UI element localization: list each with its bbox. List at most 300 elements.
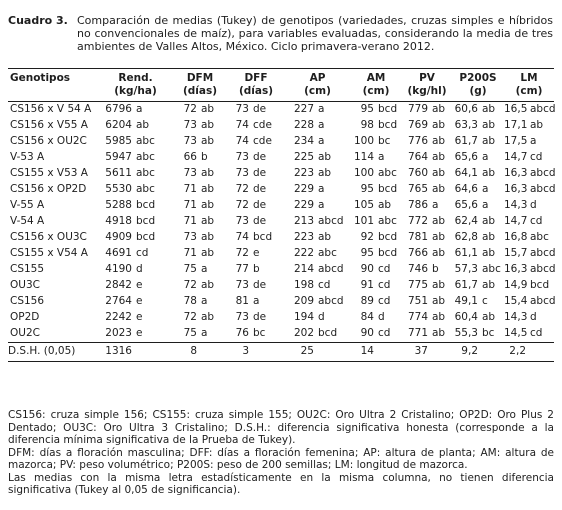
cell-value: 5288	[105, 199, 132, 211]
cell-letters: a	[136, 103, 143, 115]
cell-letters: ab	[378, 199, 392, 211]
table-row	[8, 294, 554, 310]
cell-letters: bc	[378, 135, 391, 147]
cell-letters: abcd	[318, 295, 344, 307]
cell-rend	[98, 294, 173, 310]
cell-letters: bcd	[378, 183, 398, 195]
column-header	[227, 69, 285, 102]
cell-value: 57,3	[454, 263, 478, 275]
cell-am	[350, 246, 402, 262]
cell-p200s	[452, 278, 504, 294]
cell-value: 14,3	[504, 311, 528, 323]
footnote-significance: Las medias con la misma letra estadísticamente en la misma columna, no tienen diferencia significativa (Tukey al 0,05 de significancia).	[8, 471, 554, 496]
cell-letters: a	[318, 119, 325, 131]
cell-am	[350, 102, 402, 119]
cell-value: 5611	[105, 167, 132, 179]
cell-value: 81	[235, 295, 249, 307]
cell-value: 16,5	[504, 103, 528, 115]
cell-value: 100	[353, 135, 374, 147]
column-header	[402, 69, 452, 102]
cell-dff	[227, 118, 285, 134]
dsh-label: D.S.H. (0,05)	[8, 345, 76, 357]
cell-dfm	[173, 102, 227, 119]
cell-letters: cd	[136, 247, 149, 259]
column-header-name: AP	[309, 72, 326, 84]
cell-value: 16,3	[504, 167, 528, 179]
cell-value: 100	[353, 167, 374, 179]
cell-dff	[227, 326, 285, 343]
column-header-name: Genotipos	[10, 72, 71, 84]
cell-letters: abc	[318, 247, 337, 259]
cell-genotipo: CS156 x OP2D	[10, 183, 87, 195]
cell-letters: ab	[136, 119, 150, 131]
cell-letters: ab	[318, 167, 332, 179]
cell-value: 194	[293, 311, 314, 323]
cell-lm	[504, 262, 554, 278]
cell-dff	[227, 166, 285, 182]
cell-value: 5985	[105, 135, 132, 147]
cell-letters: a	[318, 103, 325, 115]
cell-dfm	[173, 182, 227, 198]
cell-letters: de	[253, 279, 267, 291]
cell-letters: abc	[482, 263, 501, 275]
cell-value: 16,3	[504, 183, 528, 195]
cell-value: 72	[235, 247, 249, 259]
cell-letters: abcd	[530, 183, 556, 195]
comparison-table	[8, 68, 554, 362]
cell-value: 77	[235, 263, 249, 275]
cell-value: 15,7	[504, 247, 528, 259]
cell-letters: ab	[201, 215, 215, 227]
cell-dff	[227, 230, 285, 246]
cell-value: 775	[407, 279, 428, 291]
cell-value: 95	[360, 103, 374, 115]
cell-dff	[227, 214, 285, 230]
caption-number: Cuadro 3.	[8, 14, 68, 27]
cell-dfm	[173, 134, 227, 150]
cell-am	[350, 278, 402, 294]
table-row	[8, 326, 554, 343]
cell-rend	[98, 310, 173, 326]
cell-value: 73	[183, 119, 197, 131]
cell-letters: a	[201, 263, 208, 275]
cell-p200s	[452, 310, 504, 326]
cell-am	[350, 198, 402, 214]
column-header-unit: (días)	[238, 85, 274, 97]
table-row	[8, 150, 554, 166]
cell-dff	[227, 198, 285, 214]
cell-dfm	[173, 198, 227, 214]
cell-letters: ab	[318, 151, 332, 163]
cell-am	[350, 182, 402, 198]
cell-value: 61,7	[454, 279, 478, 291]
cell-pv	[402, 150, 452, 166]
cell-value: 14,7	[504, 151, 528, 163]
cell-letters: a	[378, 151, 385, 163]
cell-letters: ab	[432, 327, 446, 339]
cell-value: 209	[293, 295, 314, 307]
column-header	[98, 69, 173, 102]
cell-letters: b	[253, 263, 260, 275]
cell-value: 779	[407, 103, 428, 115]
cell-letters: ab	[432, 311, 446, 323]
cell-p200s	[452, 150, 504, 166]
cell-letters: bcd	[378, 247, 398, 259]
cell-value: 71	[183, 199, 197, 211]
cell-lm	[504, 278, 554, 294]
column-header	[173, 69, 227, 102]
cell-letters: ab	[432, 167, 446, 179]
cell-letters: e	[253, 247, 260, 259]
cell-letters: cd	[378, 279, 391, 291]
column-header	[452, 69, 504, 102]
cell-value: 72	[183, 311, 197, 323]
cell-value: 49,1	[454, 295, 478, 307]
cell-p200s	[452, 326, 504, 343]
dsh-value: 8	[190, 345, 197, 357]
cell-letters: a	[318, 183, 325, 195]
cell-letters: e	[136, 327, 143, 339]
cell-value: 78	[183, 295, 197, 307]
cell-ap	[285, 102, 350, 119]
cell-letters: abc	[136, 167, 155, 179]
cell-value: 92	[360, 231, 374, 243]
cell-value: 62,8	[454, 231, 478, 243]
cell-genotipo: CS156 x V 54 A	[10, 103, 92, 115]
table-row	[8, 182, 554, 198]
cell-letters: d	[318, 311, 325, 323]
cell-value: 98	[360, 119, 374, 131]
table-row	[8, 230, 554, 246]
cell-value: 786	[407, 199, 428, 211]
cell-value: 14,5	[504, 327, 528, 339]
cell-ap	[285, 150, 350, 166]
cell-letters: d	[530, 199, 537, 211]
dsh-lm	[504, 343, 554, 362]
cell-value: 73	[235, 167, 249, 179]
cell-am	[350, 150, 402, 166]
cell-value: 5947	[105, 151, 132, 163]
cell-letters: ab	[201, 103, 215, 115]
cell-value: 73	[235, 103, 249, 115]
dsh-am	[350, 343, 402, 362]
cell-value: 66	[183, 151, 197, 163]
cell-am	[350, 134, 402, 150]
column-header	[350, 69, 402, 102]
cell-letters: ab	[432, 215, 446, 227]
cell-ap	[285, 118, 350, 134]
cell-dfm	[173, 262, 227, 278]
cell-letters: bc	[253, 327, 266, 339]
cell-genotipo: OU2C	[10, 327, 40, 339]
cell-am	[350, 294, 402, 310]
cell-dfm	[173, 326, 227, 343]
cell-letters: bcd	[378, 231, 398, 243]
cell-value: 776	[407, 135, 428, 147]
table-row	[8, 134, 554, 150]
cell-value: 14,7	[504, 215, 528, 227]
cell-letters: abc	[378, 167, 397, 179]
cell-letters: d	[136, 263, 143, 275]
cell-ap	[285, 230, 350, 246]
table-row	[8, 278, 554, 294]
cell-letters: b	[201, 151, 208, 163]
cell-lm	[504, 134, 554, 150]
cell-rend	[98, 150, 173, 166]
cell-letters: e	[136, 295, 143, 307]
cell-letters: a	[253, 295, 260, 307]
cell-rend	[98, 134, 173, 150]
cell-genotipo: CS155 x V54 A	[10, 247, 88, 259]
cell-value: 222	[293, 247, 314, 259]
cell-lm	[504, 294, 554, 310]
cell-value: 73	[183, 167, 197, 179]
cell-letters: a	[201, 295, 208, 307]
cell-lm	[504, 198, 554, 214]
column-header-unit: (kg/hl)	[407, 85, 447, 97]
cell-genotipo: CS156 x OU3C	[10, 231, 87, 243]
cell-value: 95	[360, 247, 374, 259]
column-header-name: DFM	[186, 72, 214, 84]
cell-value: 6204	[105, 119, 132, 131]
cell-letters: d	[530, 311, 537, 323]
cell-letters: ab	[432, 247, 446, 259]
column-header-unit: (cm)	[304, 85, 331, 97]
cell-lm	[504, 150, 554, 166]
cell-ap	[285, 326, 350, 343]
cell-letters: abc	[136, 135, 155, 147]
cell-dfm	[173, 166, 227, 182]
cell-value: 202	[293, 327, 314, 339]
cell-value: 95	[360, 183, 374, 195]
cell-am	[350, 214, 402, 230]
cell-letters: a	[432, 199, 439, 211]
column-header-name: LM	[520, 72, 538, 84]
cell-ap	[285, 198, 350, 214]
cell-letters: ab	[201, 135, 215, 147]
dsh-rend	[98, 343, 173, 362]
cell-value: 72	[183, 103, 197, 115]
table-row	[8, 246, 554, 262]
column-header-name: DFF	[244, 72, 268, 84]
cell-letters: ab	[201, 119, 215, 131]
cell-lm	[504, 310, 554, 326]
cell-letters: cd	[378, 327, 391, 339]
cell-value: 225	[293, 151, 314, 163]
cell-value: 5530	[105, 183, 132, 195]
table-row	[8, 166, 554, 182]
cell-rend	[98, 166, 173, 182]
cell-value: 223	[293, 167, 314, 179]
cell-value: 73	[183, 135, 197, 147]
dsh-value: 1316	[105, 345, 132, 357]
cell-value: 74	[235, 119, 249, 131]
cell-pv	[402, 118, 452, 134]
cell-value: 90	[360, 327, 374, 339]
cell-letters: ab	[201, 167, 215, 179]
cell-letters: a	[318, 199, 325, 211]
cell-pv	[402, 246, 452, 262]
cell-dff	[227, 246, 285, 262]
cell-letters: abcd	[530, 167, 556, 179]
table-body	[8, 102, 554, 362]
cell-letters: bcd	[136, 231, 156, 243]
cell-letters: de	[253, 151, 267, 163]
cell-value: 75	[183, 327, 197, 339]
cell-value: 223	[293, 231, 314, 243]
cell-value: 61,1	[454, 247, 478, 259]
cell-letters: ab	[432, 231, 446, 243]
column-header-unit: (cm)	[515, 85, 543, 97]
cell-letters: cd	[378, 263, 391, 275]
cell-dfm	[173, 214, 227, 230]
cell-letters: a	[482, 199, 489, 211]
cell-letters: ab	[432, 183, 446, 195]
cell-genotipo: OP2D	[10, 311, 40, 323]
cell-value: 771	[407, 327, 428, 339]
cell-value: 74	[235, 135, 249, 147]
cell-letters: c	[482, 295, 488, 307]
cell-letters: ab	[201, 247, 215, 259]
cell-letters: bcd	[136, 215, 156, 227]
cell-am	[350, 326, 402, 343]
cell-genotipo: CS155 x V53 A	[10, 167, 88, 179]
cell-dff	[227, 150, 285, 166]
cell-rend	[98, 198, 173, 214]
cell-value: 764	[407, 151, 428, 163]
cell-value: 774	[407, 311, 428, 323]
cell-letters: de	[253, 311, 267, 323]
cell-letters: ab	[432, 135, 446, 147]
cell-rend	[98, 326, 173, 343]
cell-am	[350, 118, 402, 134]
cell-value: 14,3	[504, 199, 528, 211]
cell-p200s	[452, 134, 504, 150]
cell-rend	[98, 102, 173, 119]
cell-letters: a	[201, 327, 208, 339]
cell-lm	[504, 182, 554, 198]
cell-value: 4691	[105, 247, 132, 259]
cell-value: 89	[360, 295, 374, 307]
cell-value: 71	[183, 183, 197, 195]
cell-pv	[402, 214, 452, 230]
cell-p200s	[452, 214, 504, 230]
cell-rend	[98, 118, 173, 134]
dsh-value: 2,2	[509, 345, 526, 357]
cell-letters: ab	[482, 103, 496, 115]
cell-letters: ab	[482, 231, 496, 243]
cell-letters: ab	[201, 231, 215, 243]
cell-letters: cd	[378, 295, 391, 307]
cell-value: 17,5	[504, 135, 528, 147]
cell-letters: ab	[432, 295, 446, 307]
cell-letters: d	[378, 311, 385, 323]
cell-rend	[98, 230, 173, 246]
cell-value: 4918	[105, 215, 132, 227]
cell-letters: de	[253, 215, 267, 227]
column-header-name: Rend.	[118, 72, 153, 84]
table-row	[8, 118, 554, 134]
cell-value: 73	[235, 215, 249, 227]
cell-genotipo: CS156 x V55 A	[10, 119, 88, 131]
cell-letters: ab	[201, 279, 215, 291]
dsh-pv	[402, 343, 452, 362]
cell-dfm	[173, 230, 227, 246]
cell-rend	[98, 214, 173, 230]
cell-value: 16,8	[504, 231, 528, 243]
cell-value: 71	[183, 215, 197, 227]
cell-letters: cd	[530, 215, 543, 227]
cell-value: 64,1	[454, 167, 478, 179]
cell-value: 14,9	[504, 279, 528, 291]
dsh-value: 9,2	[461, 345, 478, 357]
cell-value: 17,1	[504, 119, 528, 131]
cell-dfm	[173, 118, 227, 134]
column-header-name: AM	[366, 72, 386, 84]
cell-value: 751	[407, 295, 428, 307]
cell-value: 64,6	[454, 183, 478, 195]
dsh-value: 14	[360, 345, 374, 357]
cell-value: 234	[293, 135, 314, 147]
cell-value: 72	[235, 199, 249, 211]
dsh-row	[8, 343, 554, 362]
cell-value: 65,6	[454, 199, 478, 211]
cell-p200s	[452, 118, 504, 134]
cell-lm	[504, 326, 554, 343]
cell-letters: ab	[482, 247, 496, 259]
cell-pv	[402, 278, 452, 294]
cell-value: 84	[360, 311, 374, 323]
cell-letters: e	[136, 311, 143, 323]
cell-letters: de	[253, 167, 267, 179]
cell-letters: abcd	[530, 263, 556, 275]
cell-letters: ab	[482, 167, 496, 179]
cell-letters: b	[432, 263, 439, 275]
footnote-variables: DFM: días a floración masculina; DFF: días a floración femenina; AP: altura de planta; AM: altura de mazorca; PV: peso volumétrico; P200S: peso de 200 semillas; LM: longitud de mazorca.	[8, 446, 554, 471]
cell-am	[350, 262, 402, 278]
cell-letters: a	[482, 151, 489, 163]
cell-ap	[285, 166, 350, 182]
column-header-unit: (días)	[182, 85, 218, 97]
cell-letters: cd	[530, 151, 543, 163]
cell-p200s	[452, 102, 504, 119]
cell-lm	[504, 166, 554, 182]
cell-letters: ab	[432, 119, 446, 131]
cell-rend	[98, 278, 173, 294]
cell-value: 101	[353, 215, 374, 227]
cell-letters: a	[318, 135, 325, 147]
cell-value: 6796	[105, 103, 132, 115]
dsh-dfm	[173, 343, 227, 362]
cell-letters: bcd	[378, 103, 398, 115]
cell-value: 766	[407, 247, 428, 259]
cell-letters: ab	[482, 215, 496, 227]
cell-letters: abc	[136, 151, 155, 163]
cell-value: 55,3	[454, 327, 478, 339]
column-header	[8, 69, 98, 102]
cell-dfm	[173, 150, 227, 166]
cell-pv	[402, 182, 452, 198]
cell-value: 76	[235, 327, 249, 339]
cell-am	[350, 310, 402, 326]
column-header-unit: (g)	[469, 85, 487, 97]
cell-letters: bcd	[530, 279, 550, 291]
cell-am	[350, 230, 402, 246]
cell-value: 760	[407, 167, 428, 179]
cell-value: 114	[353, 151, 374, 163]
cell-ap	[285, 294, 350, 310]
cell-dff	[227, 102, 285, 119]
